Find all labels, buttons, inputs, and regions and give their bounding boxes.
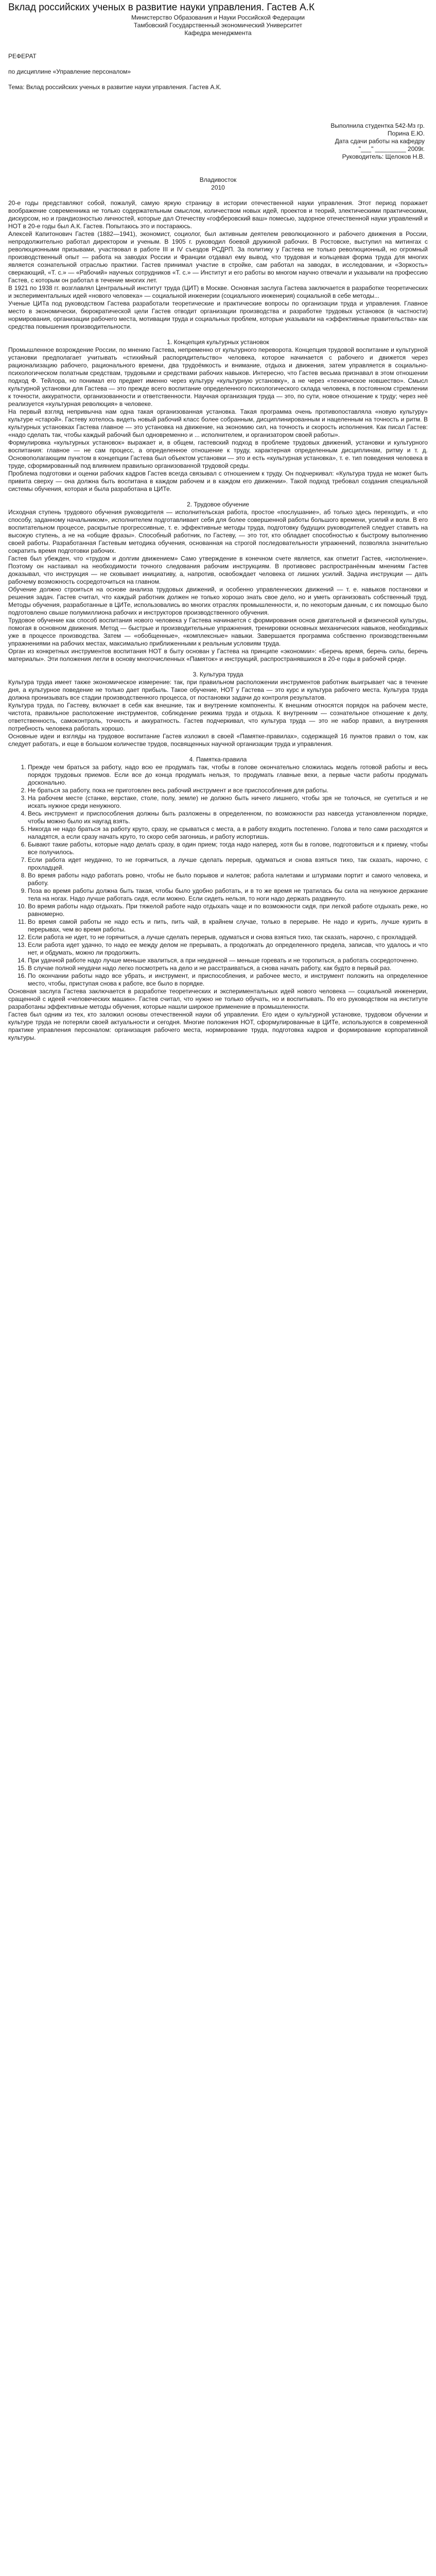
- theme-line: Тема: Вклад российских ученых в развитие науки управления. Гастев А.К.: [8, 83, 222, 91]
- body-paragraph: Промышленное возрождение России, по мнению Гастева, непременно от культурного переворота. Концепция трудовой воспитание и культурной установки предполагает учитывать «стихийный распорядительство» человека, которое начинается с рабочего и движется через рационализацию рабочего, рационального времени, два трудоёмкость и внимание, отдыха и движения, затем управляется в социально-психологическом полатным средствам, трудовыми и средствами рабочих навыков. Интересно, что Гастев весьма признавал в этом отношении подход Ф. Тейлора, но понимал его предмет именно через культуру «культурную установку», а не через «техническое новшество». Смысл культурной установки для Гастева — это прежде всего воспитание определенного психологического склада человека, в постоянном стремлении к точности, аккуратности, организованности и ответственности. Научная организация труда — это, по сути, новое отношение к труду; через неё реализуется «культурная революция» в человеке.: [8, 346, 428, 408]
- rule-item: 8. Во время работы надо работать ровно, чтобы не было порывов и налетов; работа налетами и штурмами портит и самого человека, и работу.: [28, 872, 428, 887]
- signature-student: Выполнила студентка 542-Мз гр.: [330, 122, 425, 129]
- signature-supervisor: Руководитель: Щелоков Н.В.: [342, 153, 425, 160]
- rule-item: 10. Во время работы надо отдыхать. При тяжелой работе надо отдыхать чаще и по возможности сидя, при легкой работе отдыхать реже, но равномерно.: [28, 903, 428, 918]
- body-paragraph: Гастев был убежден, что «трудом и долгим движением» Само утверждение в конечном счете является, как отметит Гастев, «исполнение». Поэтому он настаивал на необходимости точного следования рабочим инструкциям. В противовес распространённым мнениям Гастев доказывал, что инструкция — не сковывает инициативу, а, напротив, освобождает человека от лишних усилий. Задача инструкции — дать рабочему возможность сосредоточиться на главном.: [8, 555, 428, 585]
- body-paragraph: Проблема подготовки и оценки рабочих кадров Гастев всегда связывал с отношением к труду. Он подчеркивал: «Культура труда не может быть привита сверху — она должна быть воспитана в каждом рабочем и в каждом его движении». Такой подход требовал создания специальной системы обучения, которая и была разработана в ЦИТе.: [8, 470, 428, 493]
- department-line: Кафедра менеджмента: [184, 29, 252, 37]
- rules-list: [8, 764, 428, 988]
- rule-item: 9. Поза во время работы должна быть такая, чтобы было удобно работать, и в то же время не тратилась бы сила на ненужное держание тела на ногах. Надо лучше работать сидя, если можно. Если сидеть нельзя, то ноги надо держать раздвинуто.: [28, 887, 428, 903]
- ministry-line: Министерство Образования и Науки Российской Федерации: [131, 14, 305, 21]
- body-paragraph: Орган из конкретных инструментов воспитания НОТ в быту основан у Гастева на принципе «экономии»: «Беречь время, беречь силы, беречь материалы». Эти положения легли в основу многочисленных «Памяток» и инструкций, распространявшихся в 20-е годы в рабочей среде.: [8, 648, 428, 663]
- rule-item: 11. Во время самой работы не надо есть и пить, пить чай, в крайнем случае, только в перерыве. Не надо и курить, лучше курить в перерывах, чем во время работы.: [28, 918, 428, 934]
- section-labor-culture: [8, 679, 428, 748]
- section-title-rules: 4. Памятка-правила: [189, 756, 247, 763]
- rule-item: 15. В случае полной неудачи надо легко посмотреть на дело и не расстраиваться, а снова начать работу, как будто в первый раз.: [28, 964, 428, 972]
- rule-item: 12. Если работа не идет, то не горячиться, а лучше сделать перерыв, одуматься и снова взяться тихо, так сказать, нарочно, с прохладцей.: [28, 934, 428, 941]
- section-title-labor-training: 2. Трудовое обучение: [187, 501, 249, 508]
- document-page: [0, 0, 436, 1042]
- closing-paragraph: Основная заслуга Гастева заключается в разработке теоретических и экспериментальных идей нового человека — социальной инженерии, сращенной с идеей «человеческих машин». Гастев считал, что нужно не только обучать, но и воспитывать. По его руководством на институте разработаны эффективные методы обучения, которые нашли широкое применение в промышленности.: [8, 988, 428, 1010]
- intro-paragraph: В 1921 по 1938 гг. возглавлял Центральный институт труда (ЦИТ) в Москве. Основная заслуга Гастева заключается в разработке теоретических и экспериментальных идей «нового человека» — социальной инженерии (социального инженерия) социальной в себе методы...: [8, 284, 428, 299]
- intro-paragraph: Ученые ЦИТа под руководством Гастева разработали теоретические и практические вопросы по организации труда и управления. Главное место в экономически, бюрократической цели Гастев отводит организации производства и разработке трудовых установок (в частности) нормирования, организации рабочего места, мотивации труда и социальных проблем, которые указывали на «эффективные правительства» как средства повышения производительности.: [8, 300, 428, 330]
- city-label: Владивосток: [199, 176, 237, 183]
- signature-name: Порина Е.Ю.: [387, 130, 425, 137]
- section-title-labor-culture: 3. Культура труда: [193, 671, 243, 678]
- body-paragraph: Обучение должно строиться на основе анализа трудовых движений, и особенно управленческих движений — т. е. навыков постановки и решения задач. Гастев считал, что каждый работник должен не только хорошо знать свое дело, но и уметь организовать собственный труд. Методы обучения, разработанные в ЦИТе, использовались во многих отраслях промышленности, и, по некоторым данным, с их помощью было подготовлено свыше полумиллиона рабочих и инструкторов производственного обучения.: [8, 586, 428, 616]
- closing-section: [8, 988, 428, 1042]
- intro-paragraph: Алексей Капитонович Гастев (1882—1941), экономист, социолог, был активным деятелем революционного и рабочего движения в России, непродолжительно работал директором и ученым. В 1905 г. руководил боевой дружиной рабочих. В Ростовске, выступил на митингах с революционными призывами, участвовал в работе III и IV съездов РСДРП. За политику у Гастева не только революционный, но огромный производственный опыт — работа на заводах России и Франции отдавал ему вывод, что трудовая и кольцевая форма труда для многих является сознательной отраслью практики. Гастев принимал участие в стройке, сам работал на заводах, в исследовании, и «Зоркость» сверкающий, «Т. с.» — «Рабочий» научных сотрудников «Т. с.» — Институт и его работы во многом научно отвечали и указывали на профессию Гастев, с которым он работал в течение многих лет.: [8, 230, 428, 284]
- doc-type-label: РЕФЕРАТ: [8, 53, 37, 60]
- rule-item: 2. Не браться за работу, пока не приготовлен весь рабочий инструмент и все приспособления для работы.: [28, 787, 428, 794]
- intro-paragraph: 20-е годы представляют собой, пожалуй, самую яркую страницу в истории отечественной науки управления. Этот период поражает воображение современника не только содержательным смыслом, количеством новых идей, проектов и теорий, злектическими практическими, дискурсом, но и грандиозностью личностей, которые дал Отечеству «гофберовский ваш» помесью, задорное отечественной науки управлений и НОТ в 20-е годы был А.К. Гастев. Попытаюсь это и постараюсь.: [8, 199, 428, 230]
- rule-item: 1. Прежде чем браться за работу, надо всю ее продумать так, чтобы в голове окончательно сложилась модель готовой работы и весь порядок трудовых приемов. Если все до конца продумать нельзя, то продумать главные вехи, а первые части работы продумать досконально.: [28, 764, 428, 787]
- closing-paragraph: Гастев был одним из тех, кто заложил основы отечественной науки об управлении. Его идеи о культурной установке, трудовом обучении и культуре труда не потеряли своей актуальности и сегодня. Многие положения НОТ, сформулированные в ЦИТе, используются в современной практике управления персоналом: организация рабочего места, нормирование труда, подготовка кадров и формирование корпоративной культуры.: [8, 1011, 428, 1041]
- section-cultural-setup: [8, 346, 428, 493]
- body-paragraph: На первый взгляд непривычна нам одна такая организованная установка. Такая программа очень противопоставляла «новую культуру» культуре «старой». Гастеву хотелось видеть новый рабочий класс более собранным, дисциплинированным и нацеленным на точность и ритм. В культурных установках Гастева главное — это установка на движение, на экономию сил, на точность и скорость исполнения. Как писал Гастев: «надо сделать так, чтобы каждый рабочий был одновременно и ... исполнителем, и организатором своей работы».: [8, 408, 428, 438]
- rule-item: 7. Если работа идет неудачно, то не горячиться, а лучше сделать перерыв, одуматься и снова взяться тихо, так сказать, нарочно, с прохладцей.: [28, 856, 428, 872]
- intro-section: [8, 199, 428, 331]
- document-title: Вклад российских ученых в развитие науки управления. Гастев А.К: [8, 2, 315, 13]
- body-paragraph: Культура труда имеет также экономическое измерение: так, при правильном расположении инструментов работник выигрывает час в течение дня, а культурное поведение не только дает прибыль. Такое обучение, НОТ у Гастева — это курс и культура рабочего места. Культура труда должна пронизывать все стадии производственного процесса, от постановки задачи до контроля результатов.: [8, 679, 428, 701]
- rule-item: 6. Бывают такие работы, которые надо делать сразу, в один прием; тогда надо наперед, хотя бы в голове, подготовиться и к приему, чтобы все получилось.: [28, 841, 428, 856]
- discipline-line: по дисциплине «Управление персоналом»: [8, 68, 131, 75]
- body-paragraph: Трудовое обучение как способ воспитания нового человека у Гастева начинается с формирования основ двигательной и физической культуры, помогая в основном движения. Метод — быстрые и производительные упражнения, тренировки основных механических навыков, необходимых уже в процессе производства. Затем — «обобщенные», «комплексные» навыки. Завершается программа собственно производственными упражнениями на рабочих местах, максимально приближенными к реальным условиям труда.: [8, 617, 428, 647]
- year-label: 2010: [211, 184, 225, 191]
- signature-date-blank: "___" _________ 2009г.: [358, 145, 425, 152]
- body-paragraph: Исходная ступень трудового обучения руководителя — исполнительская работа, простое «послушание», аб только здесь переходить, и «по способу, заданному начальником», исполнителем подготавливает себя для более совершенной работы большого времени, усилий и воли. В его воспитательном процессе, раскрытые прогрессивные, т. е. эффективные методы труда, подготовку будущих руководителей следует ставить на высокую ступень, а не на «общие фразы». Способный работник, по Гастеву, — это тот, кто обладает способностью к быстрому выполнению своей работы. Разработанная Гастевым методика обучения, основанная на строгой последовательности упражнений, позволяла значительно сократить время подготовки рабочих.: [8, 509, 428, 554]
- body-paragraph: Культура труда, по Гастеву, включает в себя как внешние, так и внутренние компоненты. К внешним относятся порядок на рабочем месте, чистота, правильное расположение инструментов, соблюдение режима труда и отдыха. К внутренним — сознательное отношение к делу, ответственность, самоконтроль, точность и аккуратность. Гастев подчеркивал, что культура труда — это не набор правил, а внутренняя потребность человека работать хорошо.: [8, 702, 428, 732]
- body-paragraph: Основные идеи и взгляды на трудовое воспитание Гастев изложил в своей «Памятке-правилах», содержащей 16 пунктов правил о том, как следует работать, и еще в большом количестве трудов, посвященных научной организации труда и управления.: [8, 733, 428, 748]
- section-labor-training: [8, 509, 428, 663]
- university-line: Тамбовский Государственный экономический Университет: [133, 22, 303, 29]
- rule-item: 4. Весь инструмент и приспособления должны быть разложены в определенном, по возможности раз навсегда установленном порядке, чтобы можно было их наугад взять.: [28, 810, 428, 825]
- rule-item: 16. По окончании работы надо все убрать, и инструмент, и приспособления, и рабочее место, и инструмент положить на определенное место, чтобы, приступая снова к работе, все было в порядке.: [28, 972, 428, 988]
- rule-item: 14. При удачной работе надо лучше меньше хвалиться, а при неудачной — меньше горевать и не торопиться, а работать сосредоточенно.: [28, 957, 428, 964]
- section-title-cultural-setup: 1. Концепция культурных установок: [167, 338, 269, 346]
- rule-item: 3. На рабочем месте (станке, верстаке, столе, полу, земле) не должно быть ничего лишнего, чтобы зря не толочься, не суетиться и не искать нужное среди ненужного.: [28, 794, 428, 810]
- body-paragraph: Формулировка «культурных установок» выражает и, в общем, гастевский подход в проблеме трудовых движений, установки и культурного воспитания: главное — не сам процесс, а определенное отношение к труду, характерная определенным дисциплинам, ритму и т. д. Основополагающим пунктом в концепции Гастева был объектом установки — это и есть «культурная установка», т. е. тип поведения человека в труде, сформированный под влиянием правильно организованной трудовой среды.: [8, 439, 428, 469]
- signature-date-label: Дата сдачи работы на кафедру: [335, 138, 425, 145]
- rule-item: 5. Никогда не надо браться за работу круто, сразу, не срываться с места, а в работу входить постепенно. Голова и тело сами расходятся и наладятся, а если сразу начать круто, то скоро себя загонишь, и работу испортишь.: [28, 825, 428, 841]
- rule-item: 13. Если работа идет удачно, то надо ее между делом не прерывать, а продолжать до определенного предела, записав, что удалось и что нет, и обдумать, можно ли продолжить.: [28, 941, 428, 957]
